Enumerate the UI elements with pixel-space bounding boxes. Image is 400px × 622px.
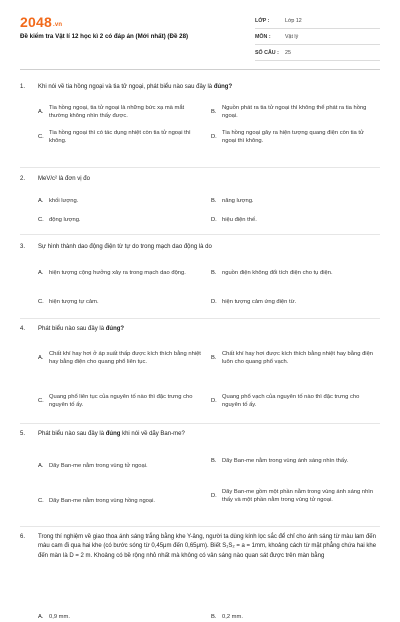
question-divider (20, 167, 380, 168)
question-3 (20, 243, 380, 313)
question-4 (20, 325, 380, 427)
page-title: Đề kiểm tra Vật lí 12 học kì 2 có đáp án (Mới nhất) (Đề 28) (20, 33, 189, 40)
question-divider (20, 526, 380, 527)
meta-value: Lớp 12 (285, 17, 302, 24)
meta-row-class (255, 13, 380, 29)
question-number: 4. (20, 326, 26, 332)
meta-label: MÔN : (255, 33, 271, 40)
document-header (0, 0, 400, 63)
logo-sub: .vn (52, 22, 63, 28)
question-text: Trong thí nghiệm về giao thoa ánh sáng trắng bằng khe Y-âng, người ta dùng kính lọc sắc để chỉ cho ánh sáng từ màu lam đến màu cam đi qua hai khe (có bước sóng từ 0,45μm đến 0,65μm). Biết S₁S₂ = a = 1mm, khoảng cách từ mặt phẳng chứa hai khe đến màn là D = 2 m. Khoảng có bề rộng nhỏ nhất mà không có vân sáng nào quan sát được trên màn bằng (38, 534, 377, 559)
question-1 (20, 83, 380, 147)
option-b[interactable]: B. Dãy Ban-me nằm trong vùng ánh sáng nhìn thấy. (211, 457, 349, 464)
option-c[interactable]: C. động lượng. (38, 216, 81, 223)
question-number: 3. (20, 244, 26, 250)
option-b[interactable]: B. 0,2 mm. (211, 614, 243, 621)
option-d[interactable]: D. Quang phổ vạch của nguyên tố nào thì đặc trưng cho nguyên tố ấy. (211, 393, 360, 409)
option-a[interactable]: A. khối lượng. (38, 197, 79, 204)
question-text: MeV/c² là đơn vị đo (38, 176, 90, 182)
question-2 (20, 175, 380, 225)
meta-table (255, 13, 380, 61)
meta-value: 25 (285, 49, 291, 56)
option-a[interactable]: A. hiện tượng cộng hưởng xảy ra trong mạch dao động. (38, 269, 186, 276)
option-b[interactable]: B. năng lượng. (211, 197, 254, 204)
option-c[interactable]: C. hiện tượng tự cảm. (38, 298, 99, 305)
option-d[interactable]: D. Dãy Ban-me gồm một phần nằm trong vùng ánh sáng nhìn thấy và một phần nằm trong vùng tử ngoại. (211, 488, 374, 504)
question-text: Phát biểu nào sau đây là đúng? (38, 326, 125, 332)
question-divider (20, 318, 380, 319)
question-number: 5. (20, 431, 26, 437)
question-divider (20, 234, 380, 235)
option-d[interactable]: D. Tia hồng ngoại gây ra hiện tượng quang điện còn tia tử ngoại thì không. (211, 129, 364, 145)
meta-row-subject (255, 29, 380, 45)
meta-row-count (255, 45, 380, 61)
option-d[interactable]: D. hiệu điện thế. (211, 216, 257, 223)
option-a[interactable]: A. Tia hồng ngoại, tia tử ngoại là những bức xạ mà mắt thường không nhìn thấy được. (38, 104, 185, 120)
option-c[interactable]: C. Tia hồng ngoại thì có tác dụng nhiệt còn tia tử ngoại thì không. (38, 129, 191, 145)
site-logo[interactable] (20, 14, 62, 30)
option-b[interactable]: B. Nguồn phát ra tia tử ngoại thì không thể phát ra tia hồng ngoại. (211, 104, 367, 120)
option-b[interactable]: B. nguồn điện không đổi tích điện cho tụ điện. (211, 269, 333, 276)
question-5 (20, 430, 380, 528)
meta-value: Vật lý (285, 33, 299, 40)
question-text: Sự hình thành dao động điện từ tự do trong mạch dao động là do (38, 244, 212, 250)
option-a[interactable]: A. Dãy Ban-me nằm trong vùng tử ngoại. (38, 462, 148, 469)
question-divider (20, 423, 380, 424)
header-divider (20, 69, 380, 70)
question-text: Phát biểu nào sau đây là đúng khi nói về dãy Ban-me? (38, 431, 185, 437)
meta-label: SỐ CÂU : (255, 49, 279, 56)
question-number: 1. (20, 84, 26, 90)
option-c[interactable]: C. Dãy Ban-me nằm trong vùng hồng ngoại. (38, 497, 156, 504)
meta-label: LỚP : (255, 17, 270, 24)
option-b[interactable]: B. Chất khí hay hơi được kích thích bằng nhiệt hay bằng điện luôn cho quang phổ vạch. (211, 350, 374, 366)
question-number: 2. (20, 176, 26, 182)
question-text: Khi nói về tia hồng ngoại và tia tử ngoại, phát biểu nào sau đây là đúng? (38, 84, 233, 90)
option-d[interactable]: D. hiện tượng cảm ứng điện từ. (211, 298, 297, 305)
question-number: 6. (20, 534, 26, 540)
logo-main: 2048 (20, 14, 52, 30)
option-c[interactable]: C. Quang phổ liên tục của nguyên tố nào thì đặc trưng cho nguyên tố ấy. (38, 393, 193, 409)
option-a[interactable]: A. Chất khí hay hơi ở áp suất thấp được kích thích bằng nhiệt hay bằng điện cho quang phổ liên tục. (38, 350, 201, 366)
question-6 (20, 533, 380, 621)
option-a[interactable]: A. 0,9 mm. (38, 614, 70, 621)
